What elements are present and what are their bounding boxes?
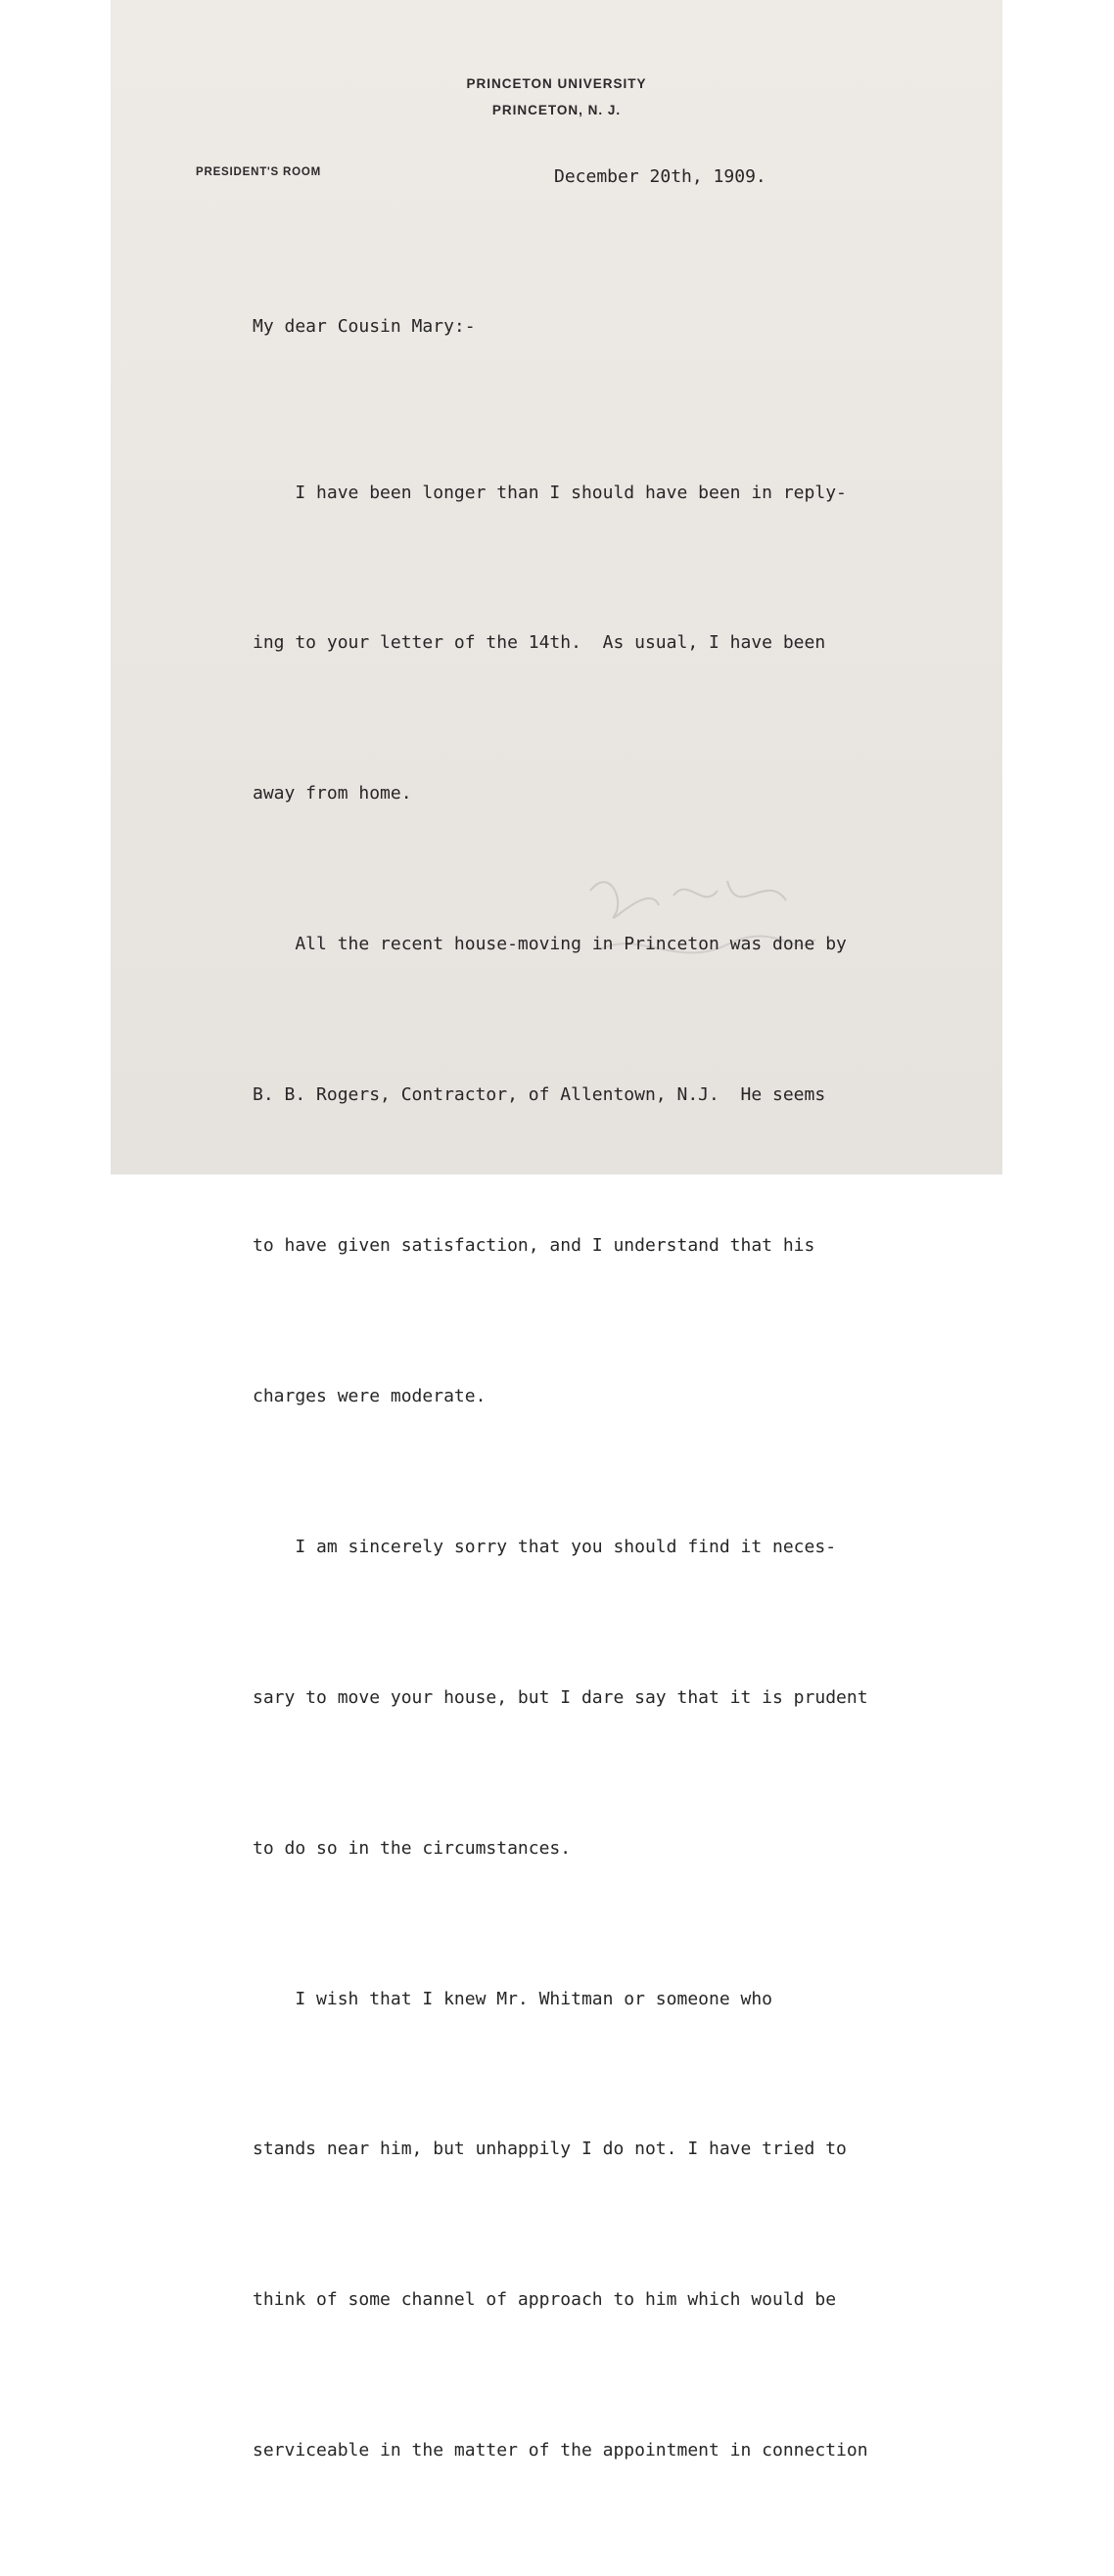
body-line: All the recent house-moving in Princeton was done by	[253, 934, 847, 955]
body-line: charges were moderate.	[253, 1385, 487, 1406]
body-line: away from home.	[253, 783, 412, 805]
letterhead-institution: PRINCETON UNIVERSITY	[466, 76, 647, 91]
letter-salutation: My dear Cousin Mary:-	[253, 316, 476, 337]
body-line: I wish that I knew Mr. Whitman or someone who	[253, 1988, 773, 2009]
body-line: sary to move your house, but I dare say that it is prudent	[253, 1686, 868, 1708]
letter-body	[253, 367, 972, 2576]
body-line: think of some channel of approach to him which would be	[253, 2289, 837, 2311]
letterhead-room: PRESIDENT'S ROOM	[196, 166, 321, 178]
body-line: B. B. Rogers, Contractor, of Allentown, N.J. He seems	[253, 1084, 826, 1106]
letterhead-location: PRINCETON, N. J.	[491, 103, 622, 117]
body-line: I have been longer than I should have been in reply-	[253, 482, 847, 503]
letter-date: December 20th, 1909.	[554, 166, 766, 187]
letter-page	[111, 0, 1002, 2461]
body-line: serviceable in the matter of the appointment in connection	[253, 2440, 868, 2461]
body-line: to have given satisfaction, and I understand that his	[253, 1235, 815, 1257]
body-line: to do so in the circumstances.	[253, 1837, 572, 1859]
body-line: stands near him, but unhappily I do not. I have tried to	[253, 2139, 847, 2160]
body-line: ing to your letter of the 14th. As usual, I have been	[253, 632, 826, 654]
body-line: I am sincerely sorry that you should find it neces-	[253, 1536, 837, 1557]
